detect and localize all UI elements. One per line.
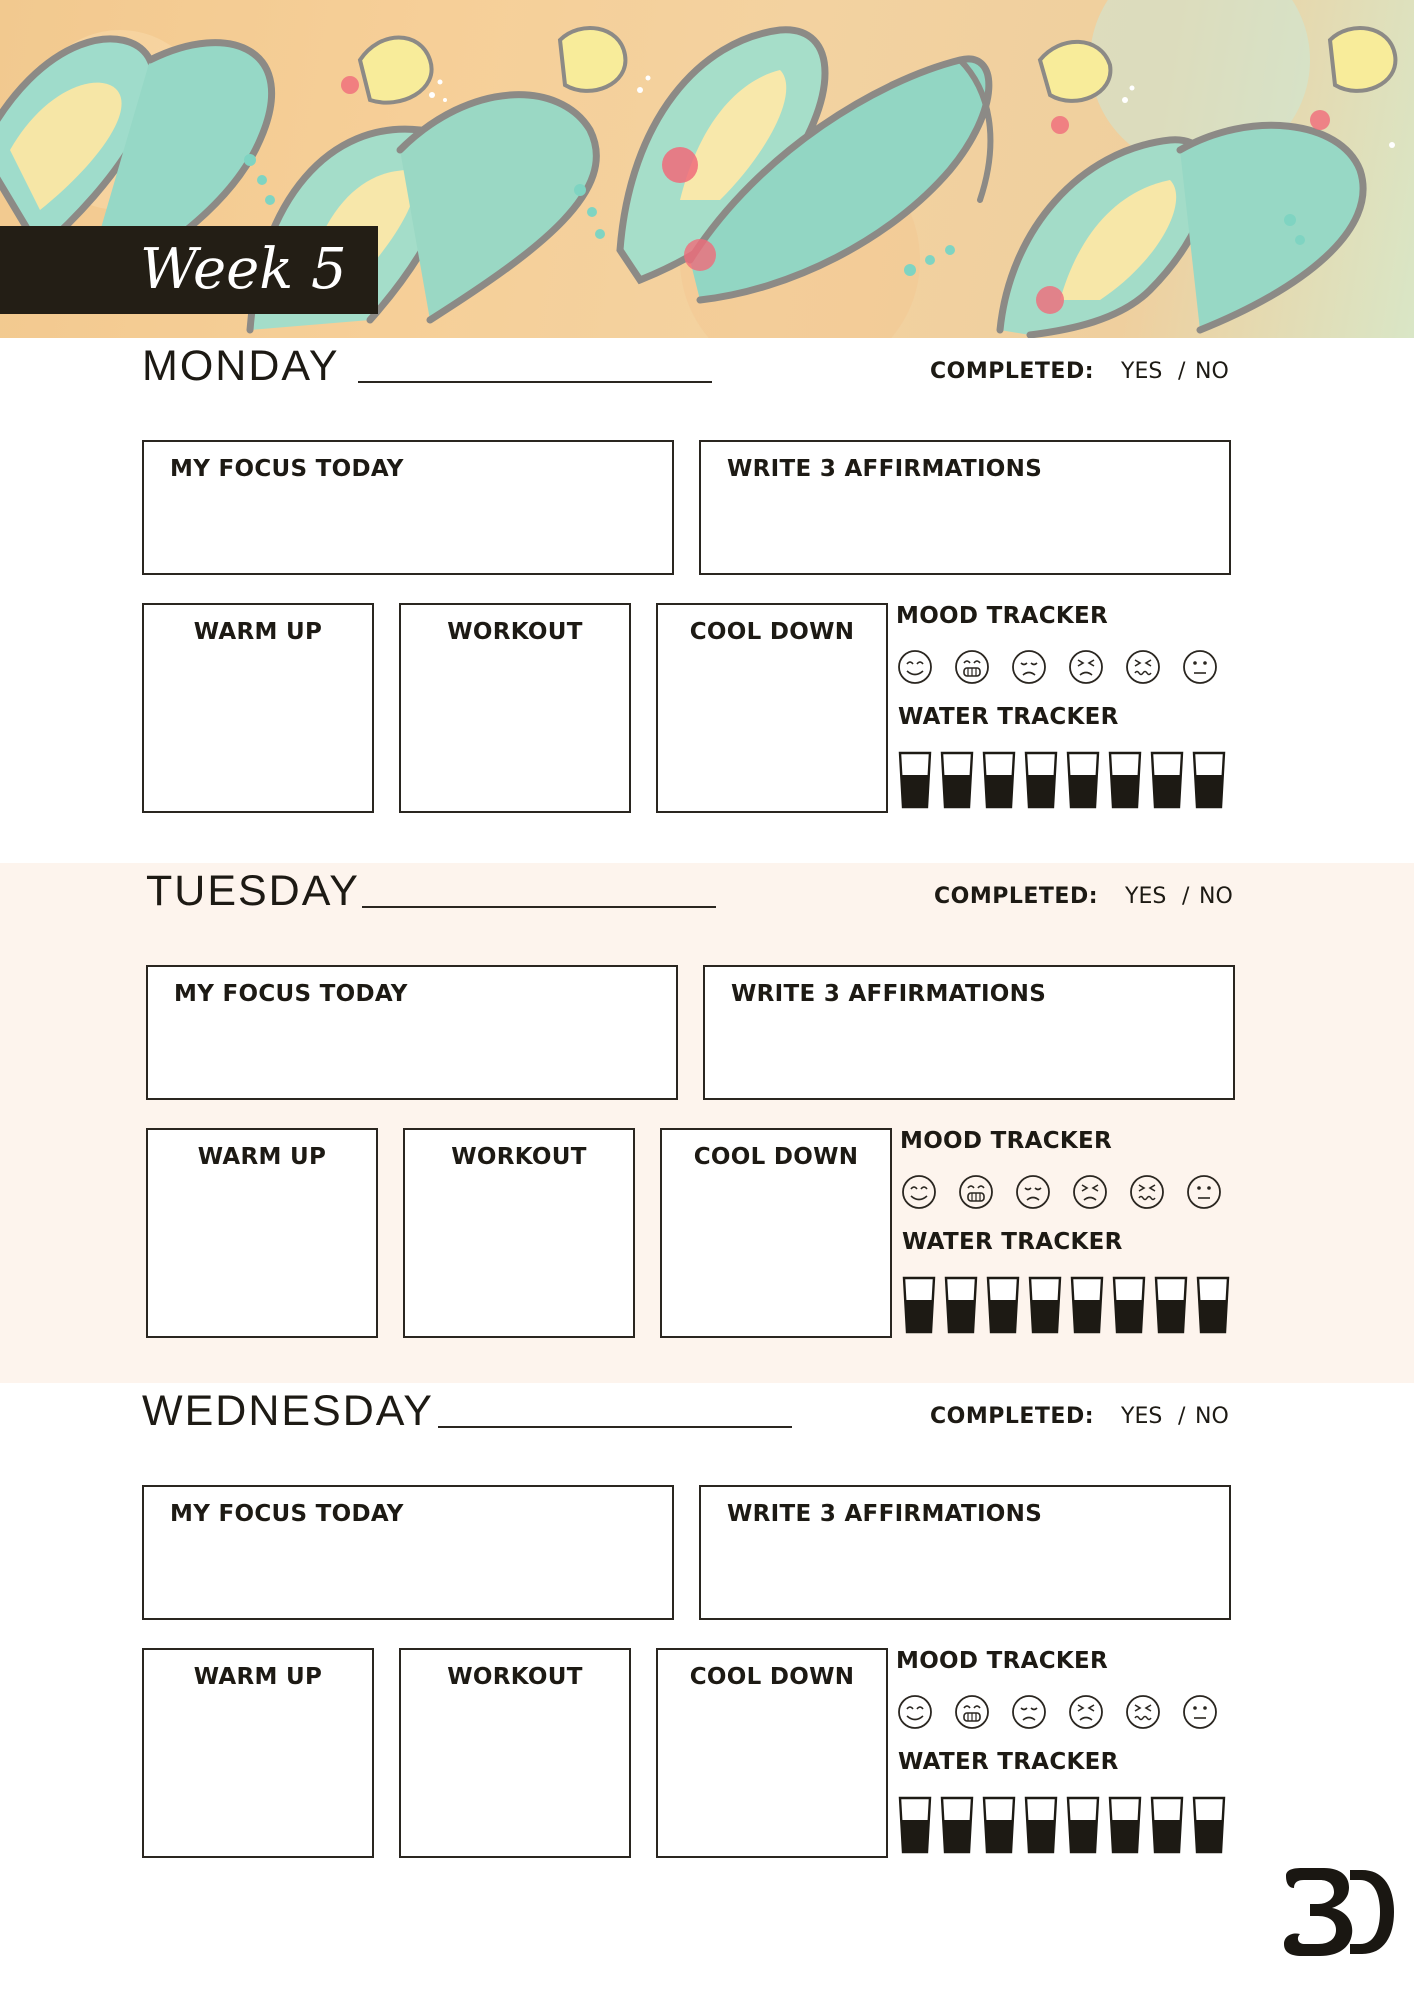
cool-down-box[interactable] xyxy=(660,1128,892,1338)
focus-label: MY FOCUS TODAY xyxy=(174,981,408,1007)
affirmations-box[interactable] xyxy=(703,965,1235,1100)
date-line[interactable] xyxy=(438,1426,792,1428)
day-section-monday xyxy=(0,338,1414,863)
completed-separator: / xyxy=(1178,1404,1186,1429)
completed-separator: / xyxy=(1178,359,1186,384)
smiling-face-icon[interactable] xyxy=(896,648,934,686)
water-glass-icon[interactable] xyxy=(1028,1276,1062,1334)
mood-tracker-label: MOOD TRACKER xyxy=(896,603,1109,629)
water-glass-icon[interactable] xyxy=(940,1796,974,1854)
water-glass-icon[interactable] xyxy=(940,751,974,809)
water-glass-icon[interactable] xyxy=(1192,751,1226,809)
affirmations-box[interactable] xyxy=(699,1485,1231,1620)
sad-face-icon[interactable] xyxy=(1014,1173,1052,1211)
completed-yes-option[interactable]: YES xyxy=(1121,1404,1163,1429)
mood-tracker-label: MOOD TRACKER xyxy=(900,1128,1113,1154)
water-glass-icon[interactable] xyxy=(1150,1796,1184,1854)
water-glass-icon[interactable] xyxy=(1154,1276,1188,1334)
cool-down-label: COOL DOWN xyxy=(689,1664,855,1690)
focus-label: MY FOCUS TODAY xyxy=(170,1501,404,1527)
completed-no-option[interactable]: NO xyxy=(1195,1404,1229,1429)
completed-label: COMPLETED: xyxy=(930,359,1095,384)
focus-box[interactable] xyxy=(146,965,678,1100)
completed-yes-option[interactable]: YES xyxy=(1121,359,1163,384)
water-glass-icon[interactable] xyxy=(1066,1796,1100,1854)
date-line[interactable] xyxy=(362,906,716,908)
water-glass-icon[interactable] xyxy=(982,751,1016,809)
warm-up-box[interactable] xyxy=(142,1648,374,1858)
completed-label: COMPLETED: xyxy=(934,884,1099,909)
completed-separator: / xyxy=(1182,884,1190,909)
wavy-mouth-face-icon[interactable] xyxy=(1128,1173,1166,1211)
mood-tracker-label: MOOD TRACKER xyxy=(896,1648,1109,1674)
header-banner xyxy=(0,0,1414,338)
workout-box[interactable] xyxy=(399,603,631,813)
water-glass-icon[interactable] xyxy=(944,1276,978,1334)
completed-no-option[interactable]: NO xyxy=(1195,359,1229,384)
day-section-tuesday xyxy=(0,863,1414,1383)
water-glass-icon[interactable] xyxy=(1108,751,1142,809)
water-glass-icon[interactable] xyxy=(898,1796,932,1854)
focus-box[interactable] xyxy=(142,1485,674,1620)
cool-down-label: COOL DOWN xyxy=(693,1144,859,1170)
affirmations-box[interactable] xyxy=(699,440,1231,575)
water-glass-icon[interactable] xyxy=(1024,751,1058,809)
completed-no-option[interactable]: NO xyxy=(1199,884,1233,909)
water-glass-icon[interactable] xyxy=(1070,1276,1104,1334)
water-glass-icon[interactable] xyxy=(1192,1796,1226,1854)
affirmations-label: WRITE 3 AFFIRMATIONS xyxy=(731,981,1047,1007)
water-glass-icon[interactable] xyxy=(902,1276,936,1334)
cool-down-box[interactable] xyxy=(656,603,888,813)
date-line[interactable] xyxy=(358,381,712,383)
water-tracker-label: WATER TRACKER xyxy=(898,704,1119,730)
cool-down-box[interactable] xyxy=(656,1648,888,1858)
water-tracker-label: WATER TRACKER xyxy=(898,1749,1119,1775)
workout-label: WORKOUT xyxy=(447,1664,583,1690)
water-glass-icon[interactable] xyxy=(1112,1276,1146,1334)
workout-label: WORKOUT xyxy=(451,1144,587,1170)
day-title: TUESDAY xyxy=(146,867,360,915)
affirmations-label: WRITE 3 AFFIRMATIONS xyxy=(727,1501,1043,1527)
frustrated-face-icon[interactable] xyxy=(1067,1693,1105,1731)
completed-yes-option[interactable]: YES xyxy=(1125,884,1167,909)
warm-up-box[interactable] xyxy=(146,1128,378,1338)
affirmations-label: WRITE 3 AFFIRMATIONS xyxy=(727,456,1043,482)
warm-up-label: WARM UP xyxy=(193,1664,323,1690)
water-glass-icon[interactable] xyxy=(1024,1796,1058,1854)
warm-up-box[interactable] xyxy=(142,603,374,813)
water-tracker-label: WATER TRACKER xyxy=(902,1229,1123,1255)
wavy-mouth-face-icon[interactable] xyxy=(1124,648,1162,686)
smiling-face-icon[interactable] xyxy=(896,1693,934,1731)
wavy-mouth-face-icon[interactable] xyxy=(1124,1693,1162,1731)
workout-label: WORKOUT xyxy=(447,619,583,645)
focus-label: MY FOCUS TODAY xyxy=(170,456,404,482)
bd-monogram-logo xyxy=(1278,1866,1396,1958)
day-title: MONDAY xyxy=(142,342,340,390)
frustrated-face-icon[interactable] xyxy=(1071,1173,1109,1211)
water-glass-icon[interactable] xyxy=(1150,751,1184,809)
neutral-face-icon[interactable] xyxy=(1181,648,1219,686)
neutral-face-icon[interactable] xyxy=(1185,1173,1223,1211)
warm-up-label: WARM UP xyxy=(193,619,323,645)
grinning-face-icon[interactable] xyxy=(953,648,991,686)
water-glass-icon[interactable] xyxy=(986,1276,1020,1334)
frustrated-face-icon[interactable] xyxy=(1067,648,1105,686)
sad-face-icon[interactable] xyxy=(1010,1693,1048,1731)
cool-down-label: COOL DOWN xyxy=(689,619,855,645)
water-glass-icon[interactable] xyxy=(1066,751,1100,809)
smiling-face-icon[interactable] xyxy=(900,1173,938,1211)
day-section-wednesday xyxy=(0,1383,1414,1908)
grinning-face-icon[interactable] xyxy=(953,1693,991,1731)
workout-box[interactable] xyxy=(399,1648,631,1858)
focus-box[interactable] xyxy=(142,440,674,575)
sad-face-icon[interactable] xyxy=(1010,648,1048,686)
grinning-face-icon[interactable] xyxy=(957,1173,995,1211)
completed-label: COMPLETED: xyxy=(930,1404,1095,1429)
day-title: WEDNESDAY xyxy=(142,1387,434,1435)
water-glass-icon[interactable] xyxy=(1108,1796,1142,1854)
water-glass-icon[interactable] xyxy=(1196,1276,1230,1334)
week-badge xyxy=(0,226,378,314)
warm-up-label: WARM UP xyxy=(197,1144,327,1170)
neutral-face-icon[interactable] xyxy=(1181,1693,1219,1731)
workout-box[interactable] xyxy=(403,1128,635,1338)
week-title: Week 5 xyxy=(140,237,347,302)
water-glass-icon[interactable] xyxy=(898,751,932,809)
water-glass-icon[interactable] xyxy=(982,1796,1016,1854)
